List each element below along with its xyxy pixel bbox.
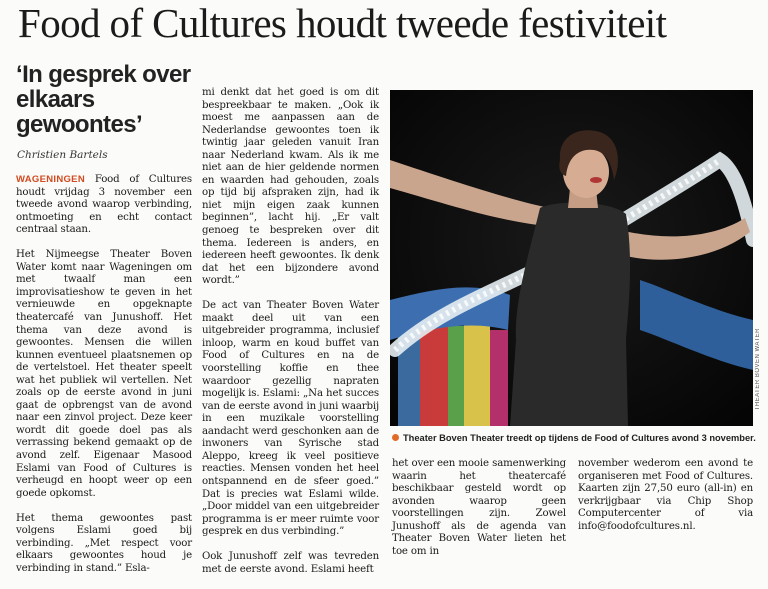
paragraph: Het Nijmeegse Theater Boven Water komt naar Wageningen om met twaalf man een improvisatieshow te geven in het vernieuwde en opgeknapte theatercafé van Junushoff. Het thema van deze avond is gewoontes. Mensen die willen kunnen eventueel plaatsnemen op de vertelstoel. Het theater speelt wat het publiek wil vertellen. Net zoals op de eerste avond in juni gaat de opbrengst van de avond naar een zinvol project. Deze keer wordt dit goede doel pas als verrassing bekend gemaakt op de avond zelf. Eigenaar Masood Eslami van Food of Cultures is verheugd en hoopt weer op een goede opkomst. — [16, 249, 192, 499]
paragraph: De act van Theater Boven Water maakt deel uit van een uitgebreider programma, inclusief inloop, warm en koud buffet van Food of Cultures en na de voorstelling koffie en thee waardoor gezellig napraten mogelijk is. Eslami: „Na het succes van de eerste avond in juni waarbij in een muzikale voorstelling aandacht werd geschonken aan de inwoners van Syrische stad Aleppo, kreeg ik veel positieve reacties. Mensen vonden het heel ontspannend en de sfeer goed.” Dat is precies wat Eslami wilde. „Door middel van een uitgebreider programma is er meer ruimte voor gesprek en dus verbinding.” — [202, 300, 379, 538]
column-2 — [202, 87, 379, 589]
paragraph: november wederom een avond te organiseren met Food of Cultures. Kaarten zijn 27,50 euro (all-in) en verkrijgbaar via Chip Shop Computercenter of via info@foodofcultures.nl. — [578, 458, 753, 532]
bullet-icon — [392, 434, 399, 441]
byline: Christien Bartels — [17, 149, 108, 161]
photo-caption — [392, 433, 756, 443]
article-photo — [390, 90, 753, 426]
column-4 — [578, 458, 753, 546]
paragraph: Ook Junushoff zelf was tevreden met de eerste avond. Eslami heeft — [202, 551, 379, 575]
headline: Food of Cultures houdt tweede festiviteit — [18, 0, 667, 46]
paragraph: mi denkt dat het goed is om dit bespreekbaar te maken. „Ook ik moest me aanpassen aan de Nederlandse gewoontes toen ik twintig jaar geleden vanuit Iran naar Nederland kwam. Als ik me niet aan de hier geldende normen en waarden had gehouden, zoals op tijd bij afspraken zijn, had ik niet mijn eigen zaak kunnen beginnen”, lacht hij. „Er valt genoeg te bespreken over dit thema. Iedereen is anders, en iedereen heeft gewoontes. Ik denk dat het een bijzondere avond wordt.” — [202, 87, 379, 287]
performer-image — [390, 90, 753, 426]
dateline: WAGENINGEN — [16, 174, 85, 185]
subheadline: ‘In gesprek over elkaars gewoontes’ — [16, 61, 191, 138]
column-3 — [392, 458, 566, 571]
photo-credit: THEATER BOVEN WATER — [755, 328, 761, 411]
column-1 — [16, 174, 192, 588]
caption-text: Theater Boven Theater treedt op tijdens de Food of Cultures avond 3 november. — [403, 433, 756, 443]
paragraph: het over een mooie samenwerking waarin het theatercafé beschikbaar gesteld wordt op avonden waarop geen voorstellingen zijn. Zowel Junushoff als de agenda van Theater Boven Water lieten het toe om in — [392, 458, 566, 557]
lead-text: Food of Cultures houdt vrijdag 3 november een tweede avond waarop verbinding, ontmoeting en echt contact centraal staan. — [16, 174, 192, 236]
paragraph — [16, 174, 192, 237]
paragraph: Het thema gewoontes past volgens Eslami goed bij verbinding. „Met respect voor elkaars gewoontes houd je verbinding in stand.” Esla- — [16, 512, 192, 574]
